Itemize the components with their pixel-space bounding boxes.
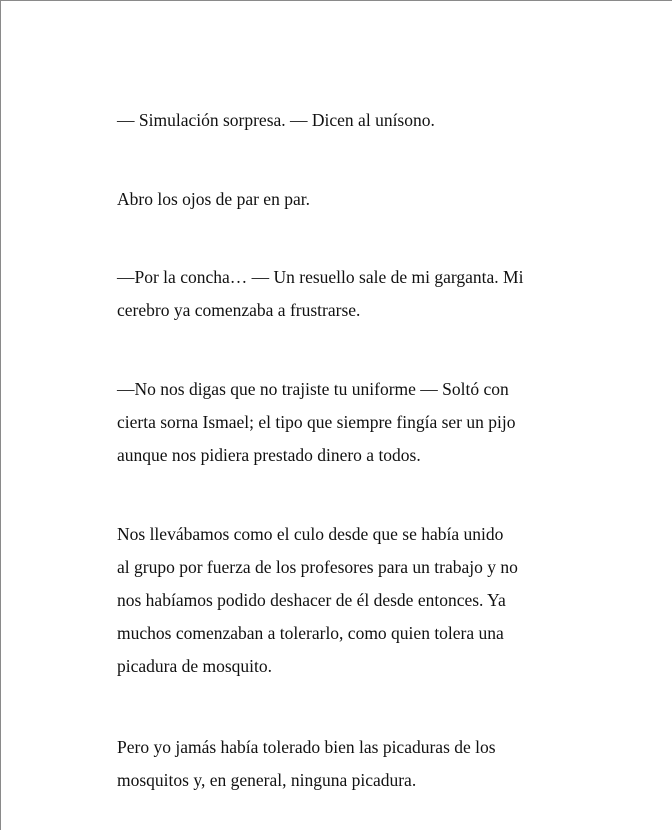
paragraph-4: —No nos digas que no trajiste tu uniforme — Soltó con cierta sorna Ismael; el tipo que siempre fingía ser un pijo aunque nos pidiera prestado dinero a todos. bbox=[117, 379, 516, 465]
paragraph-2: Abro los ojos de par en par. bbox=[117, 189, 310, 209]
paragraph-3: —Por la concha… — Un resuello sale de mi garganta. Mi cerebro ya comenzaba a frustrarse. bbox=[117, 267, 524, 320]
paragraph-1: — Simulación sorpresa. — Dicen al unísono. bbox=[117, 110, 435, 130]
paragraph-6: Pero yo jamás había tolerado bien las picaduras de los mosquitos y, en general, ninguna picadura. bbox=[117, 737, 496, 790]
paragraph-5: Nos llevábamos como el culo desde que se había unido al grupo por fuerza de los profesores para un trabajo y no nos habíamos podido deshacer de él desde entonces. Ya muchos comenzaban a tolerarlo, como quien tolera una picadura de mosquito. bbox=[117, 524, 518, 676]
